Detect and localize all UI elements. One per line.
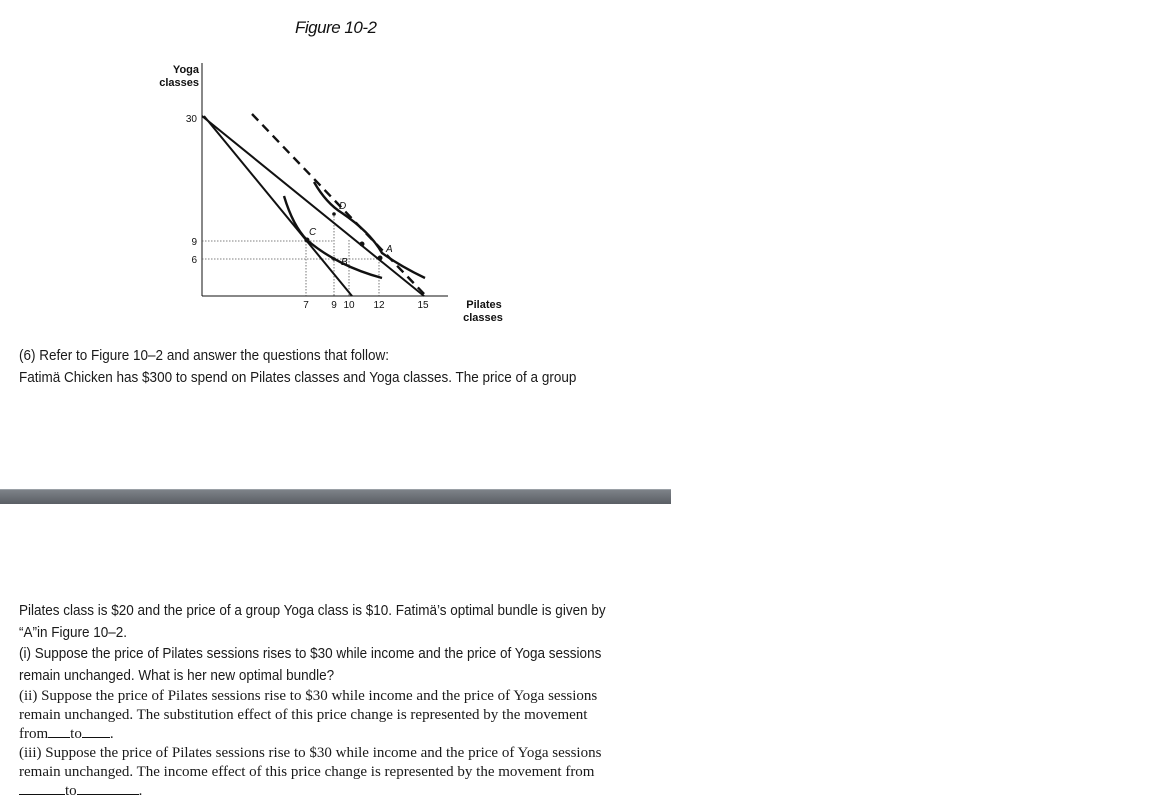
x-axis-label-line2: classes (463, 312, 503, 324)
original-budget-line (202, 116, 424, 296)
part3-blank-2[interactable] (77, 782, 139, 795)
tangency-marker (360, 242, 365, 247)
question-continuation (19, 600, 640, 686)
part1-line-1: (i) Suppose the price of Pilates sessions rises to $30 while income and the price of Yoga sessions (19, 645, 602, 662)
part2-line-1: (ii) Suppose the price of Pilates sessions rise to $30 while income and the price of Yoga sessions (19, 688, 598, 704)
point-a-marker (378, 256, 383, 261)
part3-line-2: remain unchanged. The income effect of this price change is represented by the movement from (19, 764, 595, 780)
x-tick-7: 7 (303, 300, 309, 311)
part2-blank-2[interactable] (82, 725, 110, 738)
figure-title: Figure 10-2 (295, 18, 377, 37)
part3-line-1: (iii) Suppose the price of Pilates sessions rise to $30 while income and the price of Yoga sessions (19, 745, 602, 761)
part3-line-3: to . (19, 782, 649, 801)
question-parts (19, 687, 649, 801)
part2-blank-1[interactable] (48, 725, 70, 738)
y-axis-label-line2: classes (159, 77, 199, 89)
indifference-curve-low (284, 196, 382, 278)
part2-line-2: remain unchanged. The substitution effect of this price change is represented by the movement (19, 707, 588, 723)
point-b-marker (332, 257, 336, 261)
part2-from-word: from (19, 726, 49, 742)
part2-to-word: to (70, 726, 82, 742)
x-tick-12: 12 (373, 300, 385, 311)
y-axis-label-line1: Yoga (172, 64, 199, 76)
point-label-d: D (339, 201, 347, 212)
intro-line-1: (6) Refer to Figure 10–2 and answer the questions that follow: (19, 347, 389, 364)
x-tick-9: 9 (331, 300, 337, 311)
y-tick-6: 6 (191, 255, 197, 266)
point-label-a: A (386, 244, 393, 255)
point-label-c: C (309, 227, 317, 238)
page-divider-bar (0, 489, 671, 504)
indifference-curve-diagram (0, 0, 1152, 340)
x-tick-10: 10 (343, 300, 355, 311)
x-tick-15: 15 (417, 300, 429, 311)
y-tick-9: 9 (191, 237, 197, 248)
cont-line-2: “A”in Figure 10–2. (19, 623, 128, 641)
x-axis-label-line1: Pilates (466, 299, 502, 311)
question-intro (19, 345, 595, 389)
part3-blank-1[interactable] (19, 782, 65, 795)
point-d-marker (332, 212, 336, 216)
point-c-marker (305, 238, 310, 243)
part2-line-3: from to . (19, 726, 114, 742)
part1-line-2: remain unchanged. What is her new optimal bundle? (19, 666, 335, 684)
cont-line-1: Pilates class is $20 and the price of a group Yoga class is $10. Fatimä’s optimal bundle is given by (19, 602, 606, 619)
intro-line-2: Fatimä Chicken has $300 to spend on Pilates classes and Yoga classes. The price of a group (19, 369, 577, 386)
part3-to-word: to (65, 783, 77, 799)
new-budget-line (204, 116, 352, 296)
y-tick-30: 30 (185, 114, 197, 125)
point-label-b: B (341, 257, 348, 268)
